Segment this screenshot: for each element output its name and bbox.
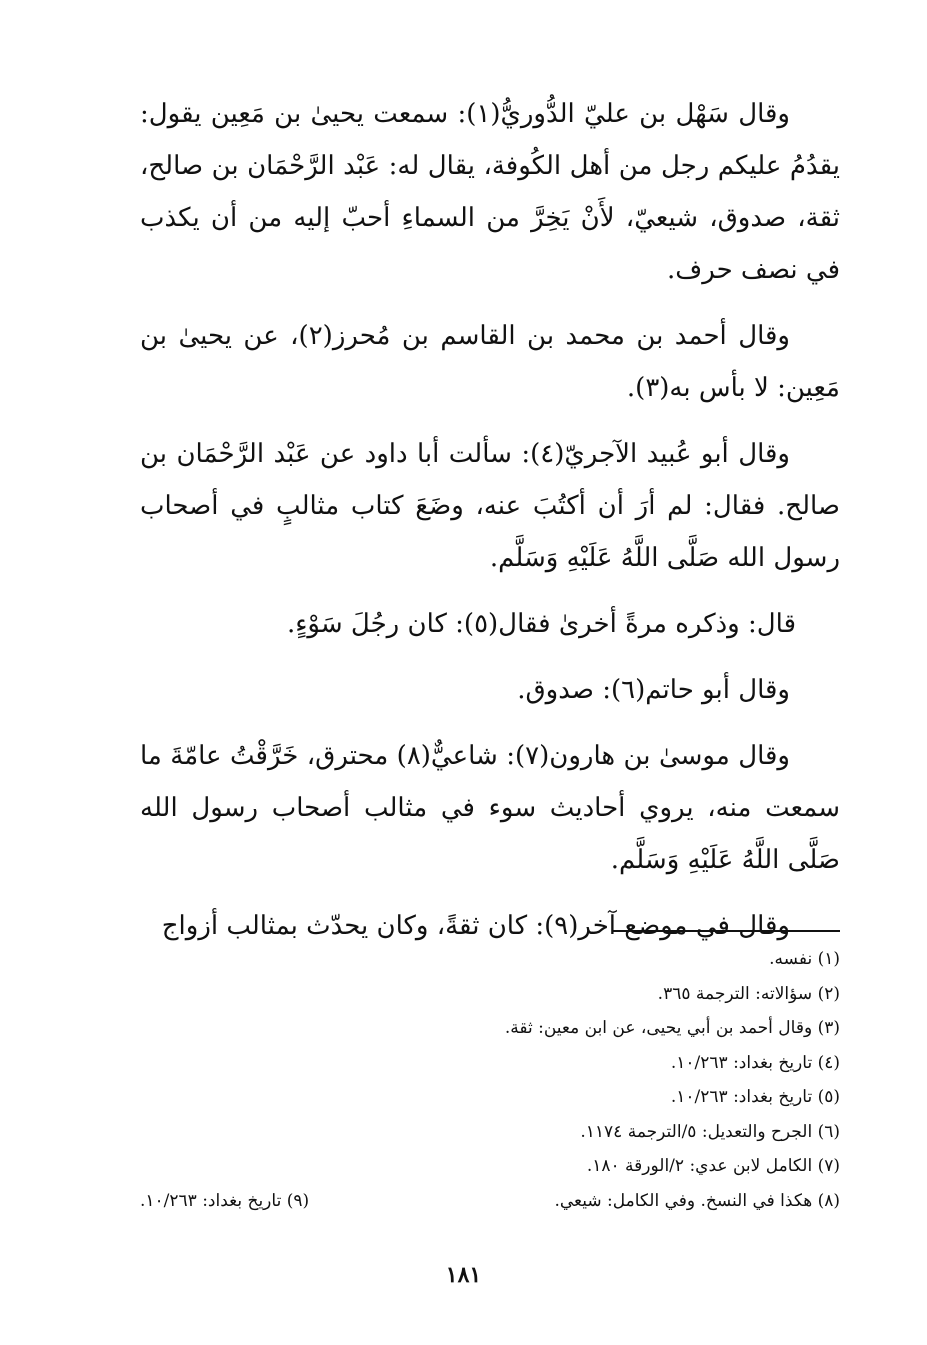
page-number: ١٨١ <box>445 1262 482 1288</box>
footnotes <box>140 942 840 1218</box>
footnote-7: (٧) الكامل لابن عدي: ٢/الورقة ١٨٠. <box>586 1156 840 1176</box>
footnote-6: (٦) الجرح والتعديل: ٥/الترجمة ١١٧٤. <box>580 1121 840 1142</box>
paragraph-5: وقال أبو حاتم(٦): صدوق. <box>517 675 790 705</box>
paragraph-4: قال: وذكره مرةً أخرىٰ فقال(٥): كان رجُلَ سَوْءٍ. <box>286 609 796 639</box>
paragraph-7: وقال في موضع آخر(٩): كان ثقةً، وكان يحدّث بمثالب أزواج <box>161 911 790 941</box>
footnote-4: (٤) تاريخ بغداد: ١٠/٢٦٣. <box>670 1052 840 1073</box>
footnote-1: (١) نفسه. <box>769 949 840 969</box>
footnote-9: (٩) تاريخ بغداد: ١٠/٢٦٣. <box>140 1190 310 1211</box>
footnote-2: (٢) سؤالاته: الترجمة ٣٦٥. <box>657 983 840 1004</box>
main-text <box>140 88 840 966</box>
footnote-5: (٥) تاريخ بغداد: ١٠/٢٦٣. <box>670 1087 840 1107</box>
paragraph-6: وقال موسىٰ بن هارون(٧): شاعيٌّ(٨) محترق، خَرَّقْتُ عامّةَ ما سمعت منه، يروي أحاديث سوء في مثالب أصحاب رسول الله صَلَّى اللَّهُ عَلَيْهِ وَسَلَّم. <box>140 741 840 875</box>
paragraph-3: وقال أبو عُبيد الآجريّ(٤): سألت أبا داود عن عَبْد الرَّحْمَان بن صالح. فقال: لم أرَ أن أكتُبَ عنه، وضَعَ كتاب مثالبٍ في أصحاب رسول الله صَلَّى اللَّهُ عَلَيْهِ وَسَلَّم. <box>140 439 840 573</box>
footnote-separator <box>612 930 840 932</box>
footnote-3: (٣) وقال أحمد بن أبي يحيى، عن ابن معين: ثقة. <box>504 1018 840 1038</box>
paragraph-1: وقال سَهْل بن عليّ الدُّوريُّ(١): سمعت يحيىٰ بن مَعِين يقول: يقدُمُ عليكم رجل من أهل الكُوفة، يقال له: عَبْد الرَّحْمَان بن صالح، ثقة، صدوق، شيعيّ، لأَنْ يَخِرَّ من السماءِ أحبّ إليه من أن يكذب في نصف حرف. <box>140 99 840 285</box>
footnote-8: (٨) هكذا في النسخ. وفي الكامل: شيعي. <box>554 1190 840 1211</box>
paragraph-2: وقال أحمد بن محمد بن القاسم بن مُحرز(٢)، عن يحيىٰ بن مَعِين: لا بأس به(٣). <box>140 321 840 403</box>
